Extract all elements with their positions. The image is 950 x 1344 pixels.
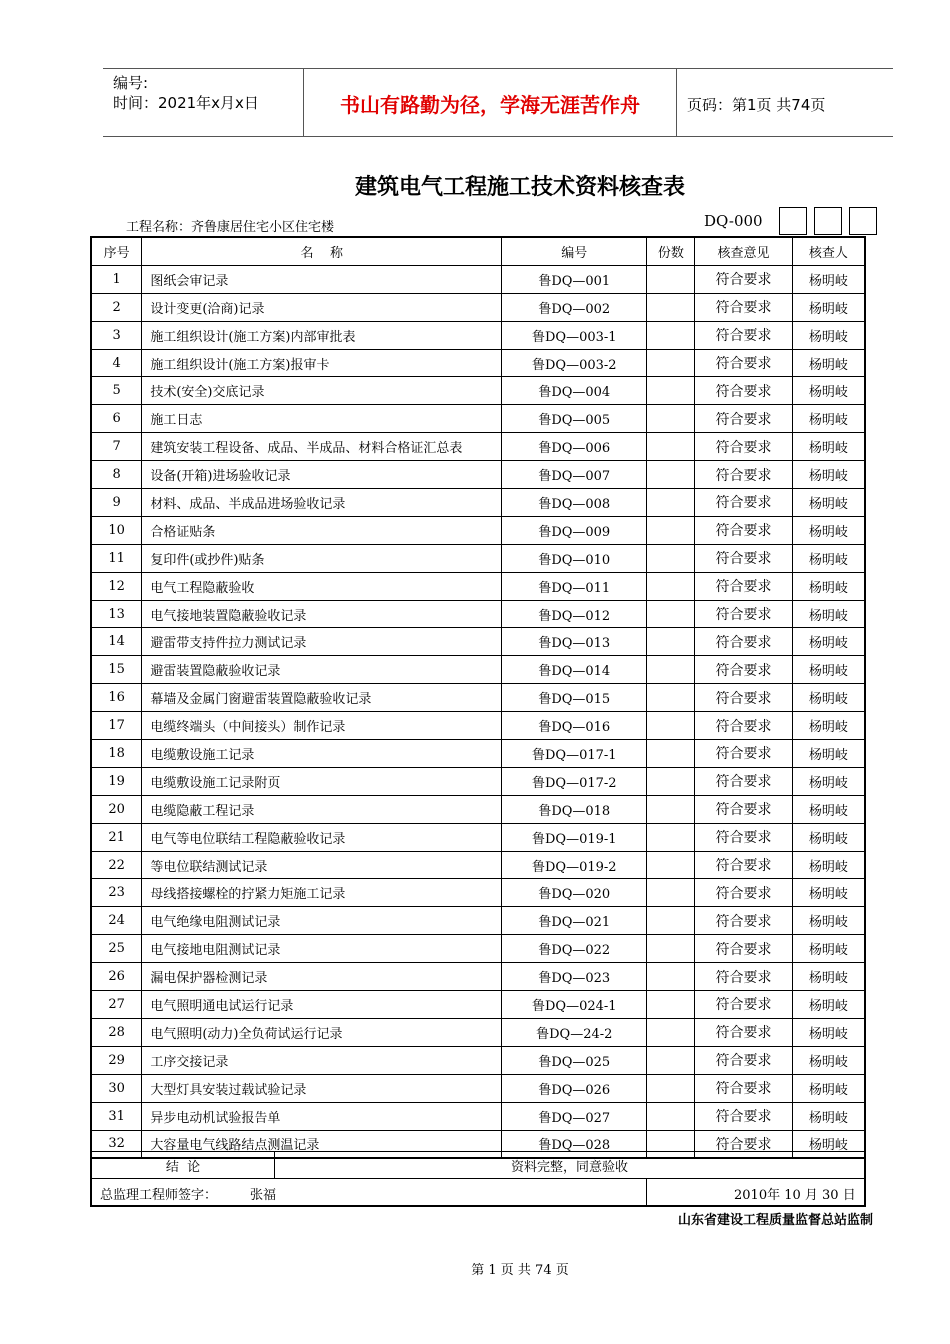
checker-name: 杨明岐 <box>792 265 865 293</box>
item-copies <box>647 461 695 489</box>
item-code: 鲁DQ—014 <box>502 656 647 684</box>
row-number: 18 <box>91 740 142 768</box>
item-name: 电气等电位联结工程隐蔽验收记录 <box>142 823 502 851</box>
item-copies <box>647 1018 695 1046</box>
item-code: 鲁DQ—023 <box>502 963 647 991</box>
item-copies <box>647 516 695 544</box>
item-code: 鲁DQ—026 <box>502 1074 647 1102</box>
table-row <box>91 377 865 405</box>
row-number: 30 <box>91 1074 142 1102</box>
table-row <box>91 1102 865 1130</box>
item-copies <box>647 684 695 712</box>
row-number: 10 <box>91 516 142 544</box>
item-copies <box>647 1074 695 1102</box>
code-box <box>849 207 877 235</box>
table-row <box>91 712 865 740</box>
checker-name: 杨明岐 <box>792 684 865 712</box>
table-row <box>91 795 865 823</box>
checker-name: 杨明岐 <box>792 405 865 433</box>
document-title: 建筑电气工程施工技术资料核查表 <box>354 175 685 200</box>
item-code: 鲁DQ—017-1 <box>502 740 647 768</box>
table-row <box>91 433 865 461</box>
table-row <box>91 963 865 991</box>
row-number: 8 <box>91 461 142 489</box>
item-code: 鲁DQ—022 <box>502 935 647 963</box>
check-opinion: 符合要求 <box>695 935 793 963</box>
checker-name: 杨明岐 <box>792 879 865 907</box>
item-code: 鲁DQ—006 <box>502 433 647 461</box>
item-name: 电气绝缘电阻测试记录 <box>142 907 502 935</box>
row-number: 26 <box>91 963 142 991</box>
check-opinion: 符合要求 <box>695 823 793 851</box>
row-number: 15 <box>91 656 142 684</box>
item-name: 施工组织设计(施工方案)内部审批表 <box>142 321 502 349</box>
check-opinion: 符合要求 <box>695 740 793 768</box>
row-number: 14 <box>91 628 142 656</box>
item-name: 复印件(或抄件)贴条 <box>142 544 502 572</box>
item-copies <box>647 405 695 433</box>
item-code: 鲁DQ—009 <box>502 516 647 544</box>
checker-name: 杨明岐 <box>792 321 865 349</box>
item-name: 等电位联结测试记录 <box>142 851 502 879</box>
row-number: 13 <box>91 600 142 628</box>
item-copies <box>647 1046 695 1074</box>
table-row <box>91 1018 865 1046</box>
item-name: 电气接地电阻测试记录 <box>142 935 502 963</box>
item-name: 施工日志 <box>142 405 502 433</box>
item-copies <box>647 433 695 461</box>
checker-name: 杨明岐 <box>792 293 865 321</box>
checker-name: 杨明岐 <box>792 963 865 991</box>
check-opinion: 符合要求 <box>695 405 793 433</box>
table-row <box>91 461 865 489</box>
item-code: 鲁DQ—003-1 <box>502 321 647 349</box>
table-row <box>91 628 865 656</box>
table-row <box>91 572 865 600</box>
row-number: 21 <box>91 823 142 851</box>
item-name: 电缆隐蔽工程记录 <box>142 795 502 823</box>
check-opinion: 符合要求 <box>695 544 793 572</box>
item-copies <box>647 377 695 405</box>
item-code: 鲁DQ—011 <box>502 572 647 600</box>
checker-name: 杨明岐 <box>792 433 865 461</box>
table-row <box>91 907 865 935</box>
item-copies <box>647 489 695 517</box>
checker-name: 杨明岐 <box>792 740 865 768</box>
item-copies <box>647 265 695 293</box>
item-name: 电缆终端头（中间接头）制作记录 <box>142 712 502 740</box>
check-opinion: 符合要求 <box>695 656 793 684</box>
table-row <box>91 935 865 963</box>
item-copies <box>647 712 695 740</box>
checker-name: 杨明岐 <box>792 712 865 740</box>
checker-name: 杨明岐 <box>792 767 865 795</box>
row-number: 9 <box>91 489 142 517</box>
check-opinion: 符合要求 <box>695 712 793 740</box>
signature-label: 总监理工程师签字： <box>100 1188 218 1203</box>
table-row <box>91 349 865 377</box>
row-number: 20 <box>91 795 142 823</box>
document-code: DQ-000 <box>704 212 763 230</box>
row-number: 7 <box>91 433 142 461</box>
table-row <box>91 740 865 768</box>
item-name: 电气接地装置隐蔽验收记录 <box>142 600 502 628</box>
row-number: 23 <box>91 879 142 907</box>
checker-name: 杨明岐 <box>792 349 865 377</box>
check-opinion: 符合要求 <box>695 349 793 377</box>
item-copies <box>647 572 695 600</box>
item-copies <box>647 321 695 349</box>
item-name: 避雷带支持件拉力测试记录 <box>142 628 502 656</box>
table-row <box>91 516 865 544</box>
item-code: 鲁DQ—018 <box>502 795 647 823</box>
row-number: 32 <box>91 1130 142 1158</box>
table-row <box>91 1046 865 1074</box>
check-opinion: 符合要求 <box>695 991 793 1019</box>
row-number: 6 <box>91 405 142 433</box>
table-row <box>91 293 865 321</box>
row-number: 28 <box>91 1018 142 1046</box>
checker-name: 杨明岐 <box>792 1130 865 1158</box>
item-code: 鲁DQ—019-2 <box>502 851 647 879</box>
row-number: 12 <box>91 572 142 600</box>
page-footer: 第 1 页 共 74 页 <box>471 1263 569 1278</box>
item-name: 漏电保护器检测记录 <box>142 963 502 991</box>
check-opinion: 符合要求 <box>695 1102 793 1130</box>
check-opinion: 符合要求 <box>695 1046 793 1074</box>
row-number: 16 <box>91 684 142 712</box>
row-number: 1 <box>91 265 142 293</box>
check-opinion: 符合要求 <box>695 907 793 935</box>
item-name: 电缆敷设施工记录附页 <box>142 767 502 795</box>
item-code: 鲁DQ—004 <box>502 377 647 405</box>
check-opinion: 符合要求 <box>695 879 793 907</box>
table-row <box>91 879 865 907</box>
item-copies <box>647 293 695 321</box>
checker-name: 杨明岐 <box>792 544 865 572</box>
check-opinion: 符合要求 <box>695 851 793 879</box>
conclusion-table <box>90 1151 866 1207</box>
item-name: 母线搭接螺栓的拧紧力矩施工记录 <box>142 879 502 907</box>
item-copies <box>647 935 695 963</box>
table-row <box>91 823 865 851</box>
table-row <box>91 265 865 293</box>
item-name: 电气照明通电试运行记录 <box>142 991 502 1019</box>
column-header: 名 称 <box>142 237 502 265</box>
item-copies <box>647 1102 695 1130</box>
item-code: 鲁DQ—020 <box>502 879 647 907</box>
check-opinion: 符合要求 <box>695 1074 793 1102</box>
number-label: 编号: <box>113 74 149 92</box>
item-copies <box>647 544 695 572</box>
item-code: 鲁DQ—028 <box>502 1130 647 1158</box>
table-row <box>91 1074 865 1102</box>
check-opinion: 符合要求 <box>695 1130 793 1158</box>
item-name: 异步电动机试验报告单 <box>142 1102 502 1130</box>
item-code: 鲁DQ—016 <box>502 712 647 740</box>
item-code: 鲁DQ—002 <box>502 293 647 321</box>
item-code: 鲁DQ—013 <box>502 628 647 656</box>
header-page-info: 页码：第1页 共74页 <box>687 96 826 114</box>
item-copies <box>647 879 695 907</box>
check-opinion: 符合要求 <box>695 572 793 600</box>
checker-name: 杨明岐 <box>792 851 865 879</box>
checker-name: 杨明岐 <box>792 600 865 628</box>
conclusion-text: 资料完整，同意验收 <box>275 1152 865 1179</box>
row-number: 29 <box>91 1046 142 1074</box>
table-row <box>91 851 865 879</box>
row-number: 19 <box>91 767 142 795</box>
item-name: 施工组织设计(施工方案)报审卡 <box>142 349 502 377</box>
item-name: 工序交接记录 <box>142 1046 502 1074</box>
item-copies <box>647 795 695 823</box>
table-row <box>91 600 865 628</box>
check-opinion: 符合要求 <box>695 684 793 712</box>
conclusion-row <box>91 1152 865 1179</box>
item-code: 鲁DQ—24-2 <box>502 1018 647 1046</box>
signature-date: 2010年 10 月 30 日 <box>734 1188 856 1203</box>
item-name: 设备(开箱)进场验收记录 <box>142 461 502 489</box>
item-code: 鲁DQ—027 <box>502 1102 647 1130</box>
item-name: 大型灯具安装过载试验记录 <box>142 1074 502 1102</box>
row-number: 11 <box>91 544 142 572</box>
item-name: 电气照明(动力)全负荷试运行记录 <box>142 1018 502 1046</box>
item-name: 图纸会审记录 <box>142 265 502 293</box>
table-row <box>91 991 865 1019</box>
signature-divider <box>646 1179 647 1205</box>
check-opinion: 符合要求 <box>695 489 793 517</box>
item-code: 鲁DQ—005 <box>502 405 647 433</box>
header-motto: 书山有路勤为径，学海无涯苦作舟 <box>340 93 640 117</box>
item-name: 合格证贴条 <box>142 516 502 544</box>
column-header: 编号 <box>502 237 647 265</box>
item-copies <box>647 851 695 879</box>
table-row <box>91 767 865 795</box>
checker-name: 杨明岐 <box>792 656 865 684</box>
check-opinion: 符合要求 <box>695 433 793 461</box>
item-code: 鲁DQ—025 <box>502 1046 647 1074</box>
column-header: 份数 <box>647 237 695 265</box>
item-copies <box>647 991 695 1019</box>
item-copies <box>647 907 695 935</box>
item-name: 设计变更(洽商)记录 <box>142 293 502 321</box>
item-copies <box>647 349 695 377</box>
checker-name: 杨明岐 <box>792 1046 865 1074</box>
time-label: 时间：2021年x月x日 <box>113 94 259 112</box>
table-row <box>91 321 865 349</box>
column-header: 序号 <box>91 237 142 265</box>
row-number: 24 <box>91 907 142 935</box>
row-number: 5 <box>91 377 142 405</box>
item-code: 鲁DQ—012 <box>502 600 647 628</box>
row-number: 27 <box>91 991 142 1019</box>
checker-name: 杨明岐 <box>792 461 865 489</box>
row-number: 31 <box>91 1102 142 1130</box>
row-number: 17 <box>91 712 142 740</box>
table-row <box>91 405 865 433</box>
table-row <box>91 489 865 517</box>
checker-name: 杨明岐 <box>792 628 865 656</box>
item-name: 电气工程隐蔽验收 <box>142 572 502 600</box>
conclusion-label: 结 论 <box>91 1152 275 1179</box>
item-copies <box>647 600 695 628</box>
check-opinion: 符合要求 <box>695 377 793 405</box>
item-copies <box>647 963 695 991</box>
check-opinion: 符合要求 <box>695 600 793 628</box>
item-code: 鲁DQ—015 <box>502 684 647 712</box>
signature-name: 张福 <box>250 1188 277 1203</box>
checker-name: 杨明岐 <box>792 907 865 935</box>
item-copies <box>647 823 695 851</box>
checker-name: 杨明岐 <box>792 991 865 1019</box>
checker-name: 杨明岐 <box>792 572 865 600</box>
check-opinion: 符合要求 <box>695 321 793 349</box>
item-copies <box>647 628 695 656</box>
checker-name: 杨明岐 <box>792 935 865 963</box>
table-row <box>91 544 865 572</box>
row-number: 3 <box>91 321 142 349</box>
item-code: 鲁DQ—019-1 <box>502 823 647 851</box>
checker-name: 杨明岐 <box>792 1074 865 1102</box>
column-header: 核查人 <box>792 237 865 265</box>
project-name: 工程名称：齐鲁康居住宅小区住宅楼 <box>126 220 335 235</box>
check-opinion: 符合要求 <box>695 795 793 823</box>
item-name: 电缆敷设施工记录 <box>142 740 502 768</box>
table-row <box>91 656 865 684</box>
checker-name: 杨明岐 <box>792 795 865 823</box>
check-opinion: 符合要求 <box>695 516 793 544</box>
table-header-row <box>91 237 865 265</box>
check-opinion: 符合要求 <box>695 1018 793 1046</box>
item-code: 鲁DQ—001 <box>502 265 647 293</box>
item-copies <box>647 767 695 795</box>
item-code: 鲁DQ—021 <box>502 907 647 935</box>
item-code: 鲁DQ—010 <box>502 544 647 572</box>
row-number: 2 <box>91 293 142 321</box>
checker-name: 杨明岐 <box>792 377 865 405</box>
item-code: 鲁DQ—007 <box>502 461 647 489</box>
checker-name: 杨明岐 <box>792 489 865 517</box>
check-opinion: 符合要求 <box>695 628 793 656</box>
item-name: 大容量电气线路结点测温记录 <box>142 1130 502 1158</box>
check-opinion: 符合要求 <box>695 293 793 321</box>
signature-row <box>91 1179 865 1207</box>
checklist-table <box>90 236 866 1159</box>
item-name: 幕墙及金属门窗避雷装置隐蔽验收记录 <box>142 684 502 712</box>
item-code: 鲁DQ—017-2 <box>502 767 647 795</box>
issuer-label: 山东省建设工程质量监督总站监制 <box>678 1213 874 1228</box>
item-name: 建筑安装工程设备、成品、半成品、材料合格证汇总表 <box>142 433 502 461</box>
checker-name: 杨明岐 <box>792 516 865 544</box>
check-opinion: 符合要求 <box>695 963 793 991</box>
code-box <box>779 207 807 235</box>
checker-name: 杨明岐 <box>792 1018 865 1046</box>
check-opinion: 符合要求 <box>695 265 793 293</box>
item-name: 避雷装置隐蔽验收记录 <box>142 656 502 684</box>
checker-name: 杨明岐 <box>792 823 865 851</box>
checker-name: 杨明岐 <box>792 1102 865 1130</box>
page-header <box>103 68 893 137</box>
header-divider <box>676 69 677 136</box>
header-left <box>113 73 259 113</box>
column-header: 核查意见 <box>695 237 793 265</box>
check-opinion: 符合要求 <box>695 767 793 795</box>
table-row <box>91 684 865 712</box>
check-opinion: 符合要求 <box>695 461 793 489</box>
row-number: 4 <box>91 349 142 377</box>
item-code: 鲁DQ—024-1 <box>502 991 647 1019</box>
item-code: 鲁DQ—008 <box>502 489 647 517</box>
row-number: 25 <box>91 935 142 963</box>
item-copies <box>647 740 695 768</box>
code-box <box>814 207 842 235</box>
item-name: 技术(安全)交底记录 <box>142 377 502 405</box>
item-code: 鲁DQ—003-2 <box>502 349 647 377</box>
item-copies <box>647 656 695 684</box>
item-name: 材料、成品、半成品进场验收记录 <box>142 489 502 517</box>
row-number: 22 <box>91 851 142 879</box>
